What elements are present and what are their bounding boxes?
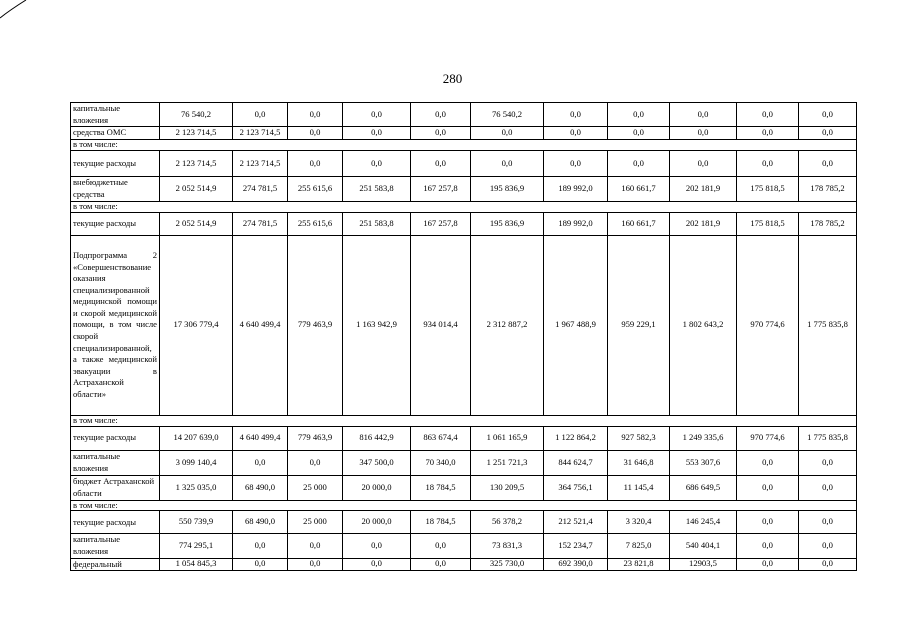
table-row [71, 450, 857, 475]
value-cell: 970 774,6 [737, 235, 799, 415]
value-cell: 0,0 [411, 127, 471, 140]
table-row [71, 534, 857, 558]
value-cell: 1 054 845,3 [160, 558, 233, 571]
value-cell: 0,0 [288, 103, 343, 127]
value-cell: 68 490,0 [233, 475, 288, 500]
value-cell: 0,0 [343, 127, 411, 140]
row-label: текущие расходы [71, 212, 160, 235]
row-label: текущие расходы [71, 511, 160, 534]
value-cell: 0,0 [411, 534, 471, 558]
value-cell: 692 390,0 [544, 558, 608, 571]
value-cell: 0,0 [737, 475, 799, 500]
value-cell: 779 463,9 [288, 426, 343, 450]
value-cell: 130 209,5 [471, 475, 544, 500]
value-cell: 0,0 [288, 127, 343, 140]
value-cell: 0,0 [608, 103, 670, 127]
value-cell: 0,0 [471, 127, 544, 140]
value-cell: 2 052 514,9 [160, 212, 233, 235]
value-cell: 20 000,0 [343, 475, 411, 500]
value-cell: 0,0 [343, 534, 411, 558]
value-cell: 4 640 499,4 [233, 426, 288, 450]
value-cell: 0,0 [343, 150, 411, 176]
table-row [71, 558, 857, 571]
table-row [71, 127, 857, 140]
value-cell: 1 249 335,6 [670, 426, 737, 450]
value-cell: 0,0 [343, 558, 411, 571]
value-cell: 167 257,8 [411, 212, 471, 235]
value-cell: 7 825,0 [608, 534, 670, 558]
value-cell: 0,0 [411, 103, 471, 127]
value-cell: 0,0 [471, 150, 544, 176]
value-cell: 1 967 488,9 [544, 235, 608, 415]
value-cell: 0,0 [670, 103, 737, 127]
row-label: капитальные вложения [71, 534, 160, 558]
table-row [71, 426, 857, 450]
value-cell: 0,0 [288, 450, 343, 475]
value-cell: 0,0 [233, 103, 288, 127]
value-cell: 68 490,0 [233, 511, 288, 534]
table-row [71, 176, 857, 201]
value-cell: 152 234,7 [544, 534, 608, 558]
value-cell: 12903,5 [670, 558, 737, 571]
table-row [71, 140, 857, 151]
row-label: средства ОМС [71, 127, 160, 140]
value-cell: 255 615,6 [288, 176, 343, 201]
value-cell: 0,0 [670, 150, 737, 176]
budget-table [70, 102, 857, 571]
value-cell: 25 000 [288, 475, 343, 500]
value-cell: 11 145,4 [608, 475, 670, 500]
value-cell: 0,0 [544, 127, 608, 140]
value-cell: 0,0 [670, 127, 737, 140]
value-cell: 2 052 514,9 [160, 176, 233, 201]
value-cell: 25 000 [288, 511, 343, 534]
value-cell: 202 181,9 [670, 176, 737, 201]
value-cell: 1 325 035,0 [160, 475, 233, 500]
value-cell: 347 500,0 [343, 450, 411, 475]
subheader-cell: в том числе: [71, 500, 857, 511]
value-cell: 0,0 [799, 127, 857, 140]
page-number: 280 [442, 71, 463, 86]
row-label: федеральный [71, 558, 160, 571]
value-cell: 195 836,9 [471, 176, 544, 201]
table-row [71, 500, 857, 511]
value-cell: 0,0 [799, 450, 857, 475]
value-cell: 686 649,5 [670, 475, 737, 500]
value-cell: 0,0 [288, 150, 343, 176]
row-label: текущие расходы [71, 426, 160, 450]
table-row [71, 103, 857, 127]
value-cell: 1 163 942,9 [343, 235, 411, 415]
value-cell: 0,0 [799, 103, 857, 127]
row-label: внебюджетные средства [71, 176, 160, 201]
value-cell: 934 014,4 [411, 235, 471, 415]
subheader-cell: в том числе: [71, 201, 857, 212]
value-cell: 364 756,1 [544, 475, 608, 500]
value-cell: 202 181,9 [670, 212, 737, 235]
value-cell: 274 781,5 [233, 176, 288, 201]
value-cell: 255 615,6 [288, 212, 343, 235]
value-cell: 970 774,6 [737, 426, 799, 450]
value-cell: 0,0 [737, 450, 799, 475]
value-cell: 76 540,2 [471, 103, 544, 127]
value-cell: 0,0 [288, 534, 343, 558]
value-cell: 2 123 714,5 [233, 127, 288, 140]
value-cell: 1 061 165,9 [471, 426, 544, 450]
table-row [71, 150, 857, 176]
value-cell: 1 251 721,3 [471, 450, 544, 475]
value-cell: 0,0 [544, 150, 608, 176]
subheader-cell: в том числе: [71, 415, 857, 426]
value-cell: 2 123 714,5 [233, 150, 288, 176]
table-row [71, 511, 857, 534]
value-cell: 0,0 [233, 534, 288, 558]
row-label: Подпрограмма 2 «Совершенствование оказания специализированной медицинской помощи и скорой медицинской помощи, в том числе скорой специализированной, а также медицинской эвакуации в Астраханской области» [71, 235, 160, 415]
value-cell: 160 661,7 [608, 212, 670, 235]
value-cell: 325 730,0 [471, 558, 544, 571]
value-cell: 553 307,6 [670, 450, 737, 475]
value-cell: 70 340,0 [411, 450, 471, 475]
value-cell: 2 123 714,5 [160, 150, 233, 176]
value-cell: 0,0 [411, 558, 471, 571]
value-cell: 31 646,8 [608, 450, 670, 475]
value-cell: 0,0 [737, 558, 799, 571]
value-cell: 0,0 [799, 534, 857, 558]
table-row [71, 415, 857, 426]
value-cell: 1 122 864,2 [544, 426, 608, 450]
value-cell: 0,0 [737, 534, 799, 558]
value-cell: 1 775 835,8 [799, 426, 857, 450]
value-cell: 178 785,2 [799, 176, 857, 201]
value-cell: 160 661,7 [608, 176, 670, 201]
value-cell: 175 818,5 [737, 176, 799, 201]
value-cell: 0,0 [737, 127, 799, 140]
value-cell: 1 775 835,8 [799, 235, 857, 415]
value-cell: 3 099 140,4 [160, 450, 233, 475]
row-label: текущие расходы [71, 150, 160, 176]
value-cell: 189 992,0 [544, 212, 608, 235]
value-cell: 0,0 [233, 558, 288, 571]
row-label: капитальные вложения [71, 103, 160, 127]
value-cell: 816 442,9 [343, 426, 411, 450]
value-cell: 189 992,0 [544, 176, 608, 201]
value-cell: 56 378,2 [471, 511, 544, 534]
value-cell: 175 818,5 [737, 212, 799, 235]
value-cell: 18 784,5 [411, 511, 471, 534]
value-cell: 0,0 [737, 150, 799, 176]
table-row [71, 201, 857, 212]
value-cell: 540 404,1 [670, 534, 737, 558]
corner-scan-mark [0, 0, 40, 20]
value-cell: 212 521,4 [544, 511, 608, 534]
value-cell: 14 207 639,0 [160, 426, 233, 450]
value-cell: 0,0 [799, 150, 857, 176]
value-cell: 23 821,8 [608, 558, 670, 571]
value-cell: 251 583,8 [343, 212, 411, 235]
value-cell: 20 000,0 [343, 511, 411, 534]
value-cell: 178 785,2 [799, 212, 857, 235]
table-row [71, 475, 857, 500]
value-cell: 863 674,4 [411, 426, 471, 450]
subheader-cell: в том числе: [71, 140, 857, 151]
row-label: капитальные вложения [71, 450, 160, 475]
value-cell: 0,0 [343, 103, 411, 127]
value-cell: 774 295,1 [160, 534, 233, 558]
row-label: бюджет Астраханской области [71, 475, 160, 500]
value-cell: 550 739,9 [160, 511, 233, 534]
value-cell: 2 123 714,5 [160, 127, 233, 140]
value-cell: 4 640 499,4 [233, 235, 288, 415]
value-cell: 927 582,3 [608, 426, 670, 450]
value-cell: 2 312 887,2 [471, 235, 544, 415]
value-cell: 0,0 [799, 511, 857, 534]
value-cell: 0,0 [737, 511, 799, 534]
value-cell: 0,0 [737, 103, 799, 127]
value-cell: 0,0 [799, 558, 857, 571]
value-cell: 167 257,8 [411, 176, 471, 201]
value-cell: 0,0 [411, 150, 471, 176]
value-cell: 959 229,1 [608, 235, 670, 415]
value-cell: 73 831,3 [471, 534, 544, 558]
table-row [71, 235, 857, 415]
value-cell: 146 245,4 [670, 511, 737, 534]
value-cell: 0,0 [288, 558, 343, 571]
value-cell: 251 583,8 [343, 176, 411, 201]
value-cell: 76 540,2 [160, 103, 233, 127]
table-row [71, 212, 857, 235]
value-cell: 18 784,5 [411, 475, 471, 500]
value-cell: 17 306 779,4 [160, 235, 233, 415]
value-cell: 195 836,9 [471, 212, 544, 235]
value-cell: 0,0 [233, 450, 288, 475]
value-cell: 844 624,7 [544, 450, 608, 475]
value-cell: 0,0 [799, 475, 857, 500]
value-cell: 779 463,9 [288, 235, 343, 415]
value-cell: 274 781,5 [233, 212, 288, 235]
value-cell: 0,0 [608, 127, 670, 140]
value-cell: 0,0 [544, 103, 608, 127]
value-cell: 1 802 643,2 [670, 235, 737, 415]
value-cell: 0,0 [608, 150, 670, 176]
value-cell: 3 320,4 [608, 511, 670, 534]
